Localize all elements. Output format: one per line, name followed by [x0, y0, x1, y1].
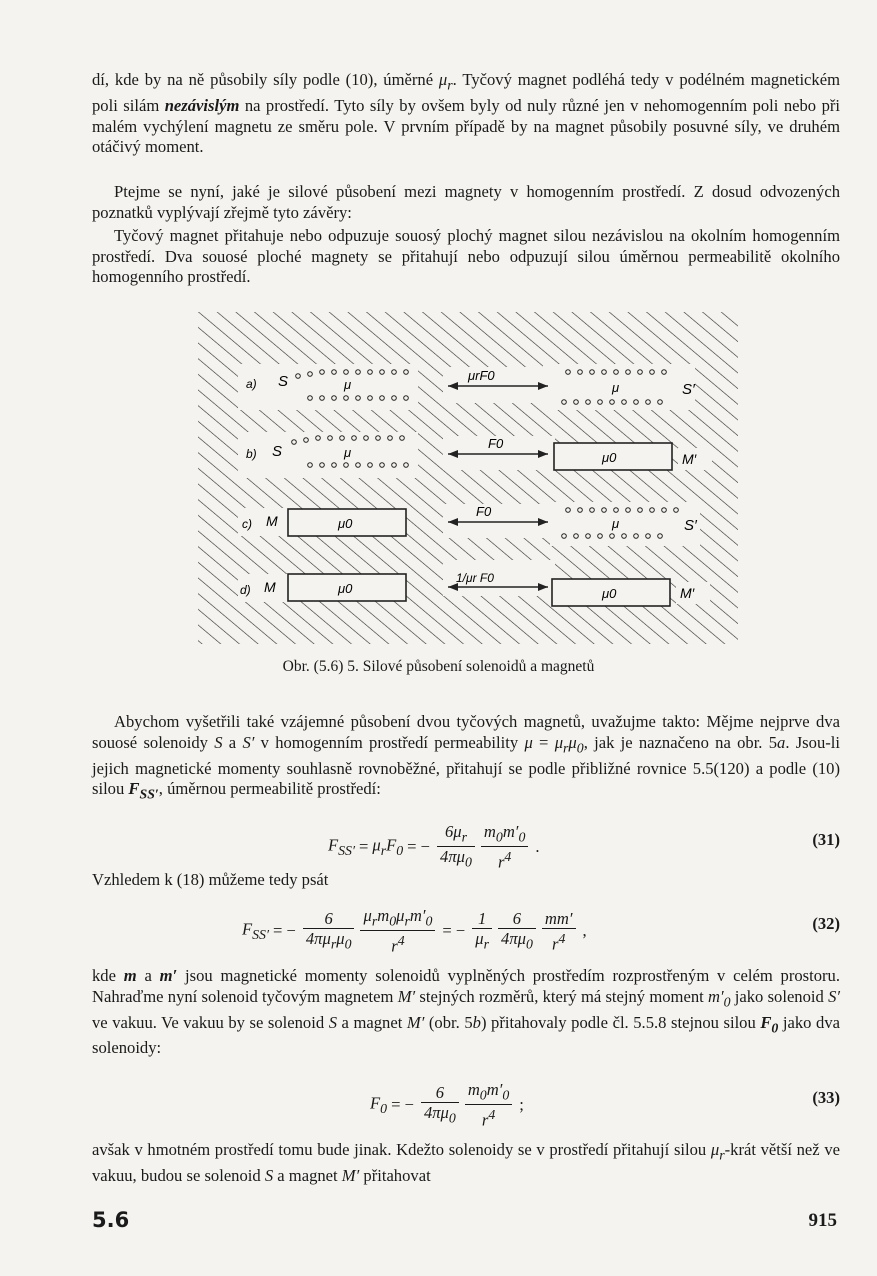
paragraph-6: kde m a m′ jsou magnetické momenty solenoidů vyplněných prostředím rozprostřeným v celém prostoru. Nahraďme nyní solenoid tyčovým magnetem M′ stejných rozměrů, který má stejný moment $m'_0$ jako solenoid S′ ve vakuu. Ve vakuu by se solenoid S a magnet M′ (obr. 5b) přitahovaly podle čl. 5.5.8 stejnou silou $F_0$ jako dva solenoidy: — [92, 966, 841, 1058]
figure-caption: Obr. (5.6) 5. Silové působení solenoidů a magnetů — [282, 658, 595, 675]
row-a-left-mu: μ — [344, 377, 352, 392]
equation-number-31: (31) — [812, 830, 840, 849]
row-a-label: a) — [246, 377, 257, 391]
row-d-right-mu: μ0 — [602, 586, 617, 601]
paragraph-7: avšak v hmotném prostředí tomu bude jinak. Kdežto solenoidy se v prostředí přitahují silou $\mu_r$-krát větší než ve vakuu, budou se solenoid S a magnet M′ přitahovat — [92, 1140, 840, 1185]
row-d-right-label: M′ — [680, 585, 695, 601]
paragraph-4: Abychom vyšetřili také vzájemné působení dvou tyčových magnetů, uvažujme takto: Mějme nejprve dva souosé solenoidy S a S′ v homogenním prostředí permeability $\mu = \mu_r\mu_0$, jak je naznačeno na obr. 5a. Jsou-li jejich magnetické momenty souhlasně rovnoběžné, přitahují se podle přibližné rovnice 5.5(120) a podle (10) silou $F_{SS'}$, úměrnou permeabilitě prostředí: — [92, 712, 840, 802]
row-b-left-label: S — [272, 443, 283, 460]
page-number: 915 — [808, 1210, 837, 1231]
row-c-left-mu: μ0 — [338, 516, 353, 531]
row-d-left-label: M — [264, 579, 276, 595]
row-d-force: 1/μr F0 — [456, 571, 494, 585]
row-d-left-mu: μ0 — [338, 581, 353, 596]
paragraph-2: Ptejme se nyní, jaké je silové působení mezi magnety v homogenním prostředí. Z dosud odvozených poznatků vyplývají zřejmě tyto závěry: — [92, 182, 840, 222]
row-b-left-mu: μ — [344, 445, 352, 460]
row-c-force: F0 — [476, 504, 492, 519]
equation-33: $F_0$ = − $\frac{6}{4\pi\mu_0}$ $\frac{m_0m'_0}{r^4}$ ; (33) — [370, 1080, 840, 1130]
solenoid-s-label: S — [278, 373, 289, 390]
row-c-right-mu: μ — [612, 516, 620, 531]
row-c-label: c) — [242, 517, 252, 531]
paragraph-1: dí, kde by na ně působily síly podle (10), úměrné $\mu_r$. Tyčový magnet podléhá tedy v podélném magnetickém poli silám nezávislým na prostředí. Tyto síly by ovšem byly od nuly různé jen v nehomogenním poli nebo při malém vychýlení magnetu ze směru pole. V prvním případě by na magnet působily posuvné síly, ve druhém otáčivý moment. — [92, 70, 840, 157]
equation-31: $F_{SS'} = \mu_rF_0$ = − $\frac{6\mu_r}{4\pi\mu_0}$ $\frac{m_0m'_0}{r^4}$ . (31) — [328, 822, 840, 872]
equation-number-33: (33) — [812, 1088, 840, 1107]
row-b-force: F0 — [488, 436, 504, 451]
row-a-right-mu: μ — [612, 380, 620, 395]
row-c-left-label: M — [266, 513, 278, 529]
paragraph-5: Vzhledem k (18) můžeme tedy psát — [92, 870, 329, 889]
equation-number-32: (32) — [812, 914, 840, 933]
paragraph-3: Tyčový magnet přitahuje nebo odpuzuje souosý plochý magnet silou nezávislou na okolním homogenním prostředí. Dva souosé ploché magnety se přitahují nebo odpuzují silou úměrnou permeabilitě okolního homogenního prostředí. — [92, 226, 840, 287]
equation-32: $F_{SS'}$ = − $\frac{6}{4\pi\mu_r\mu_0}$ $\frac{\mu_rm_0\mu_rm'_0}{r^4}$ = − $\frac{1}{\mu_r}$ $\frac{6}{4\pi\mu_0}$ $\frac{mm'}{r^4}$ , (32) — [242, 906, 840, 956]
row-b-label: b) — [246, 447, 257, 461]
row-b-right-mu: μ0 — [602, 450, 617, 465]
row-a-force: μrF0 — [468, 368, 495, 383]
solenoid-s-prime-label: S′ — [682, 381, 695, 398]
row-d-label: d) — [240, 583, 251, 597]
row-b-right-label: M′ — [682, 451, 697, 467]
section-number: 5.6 — [92, 1208, 130, 1232]
row-c-right-label: S′ — [684, 517, 697, 534]
solenoid-magnet-figure — [198, 312, 738, 644]
